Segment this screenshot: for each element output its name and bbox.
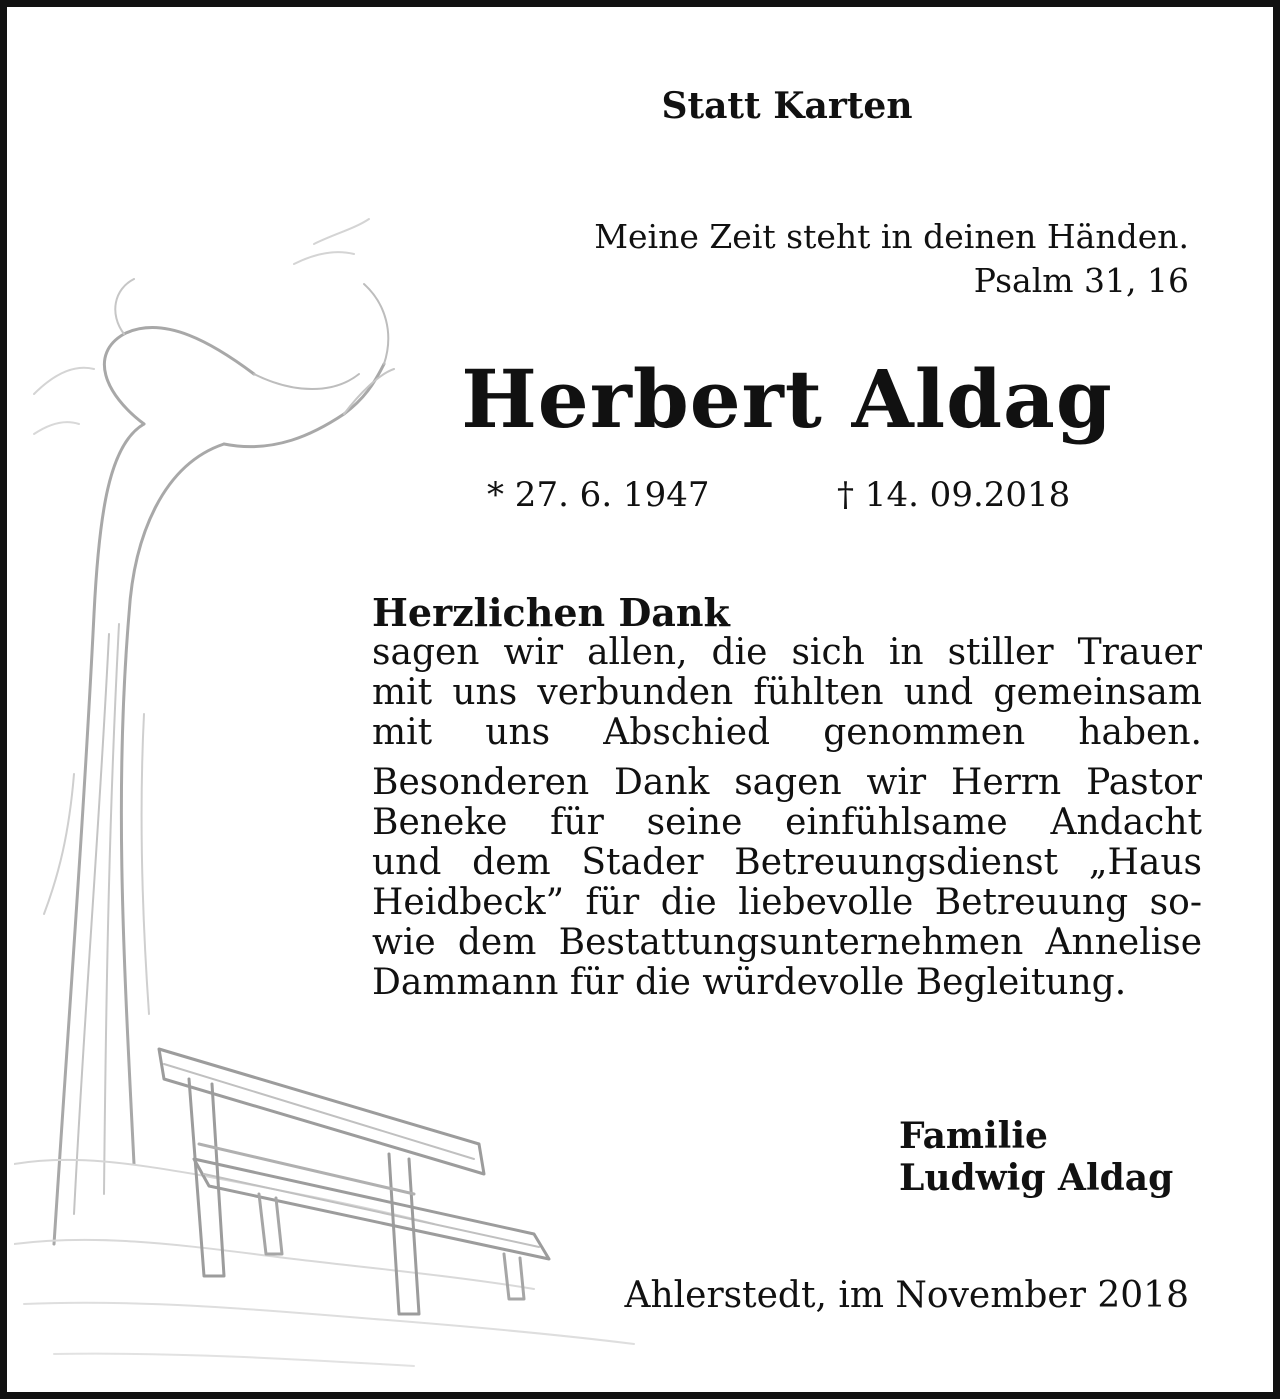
thanks-text (372, 590, 1202, 1003)
text-line: Dammann für die würdevolle Begleitung. (372, 962, 1127, 1003)
text-line: mit uns verbunden fühlten und gemeinsam (372, 672, 1202, 713)
text-line: wie dem Bestattungsunternehmen Annelise (372, 922, 1202, 963)
signature (899, 1115, 1189, 1199)
death-date: † 14. 09.2018 (837, 475, 1071, 515)
text-line: mit uns Abschied genommen haben. (372, 712, 1202, 753)
text-line: Heidbeck” für die liebevolle Betreuung so- (372, 882, 1202, 923)
text-line: und dem Stader Betreuungsdienst „Haus (372, 842, 1202, 883)
thanks-heading: Herzlichen Dank (372, 590, 730, 635)
quote-source: Psalm 31, 16 (973, 261, 1189, 300)
bible-quote (489, 215, 1189, 303)
text-line: Beneke für seine einfühlsame Andacht (372, 802, 1202, 843)
signature-line-1: Familie (899, 1115, 1048, 1157)
thanks-paragraph-1 (372, 633, 1202, 753)
text-line: Besonderen Dank sagen wir Herrn Pastor (372, 762, 1202, 803)
thanks-paragraph-2 (372, 763, 1202, 1003)
deceased-name: Herbert Aldag (461, 352, 1113, 446)
birth-date: * 27. 6. 1947 (487, 475, 710, 515)
text-line: sagen wir allen, die sich in stiller Trauer (372, 632, 1202, 673)
quote-text: Meine Zeit steht in deinen Händen. (594, 217, 1189, 256)
header-title: Statt Karten (661, 85, 913, 127)
place-and-date: Ahlerstedt, im November 2018 (624, 1275, 1189, 1316)
signature-line-2: Ludwig Aldag (899, 1157, 1174, 1199)
